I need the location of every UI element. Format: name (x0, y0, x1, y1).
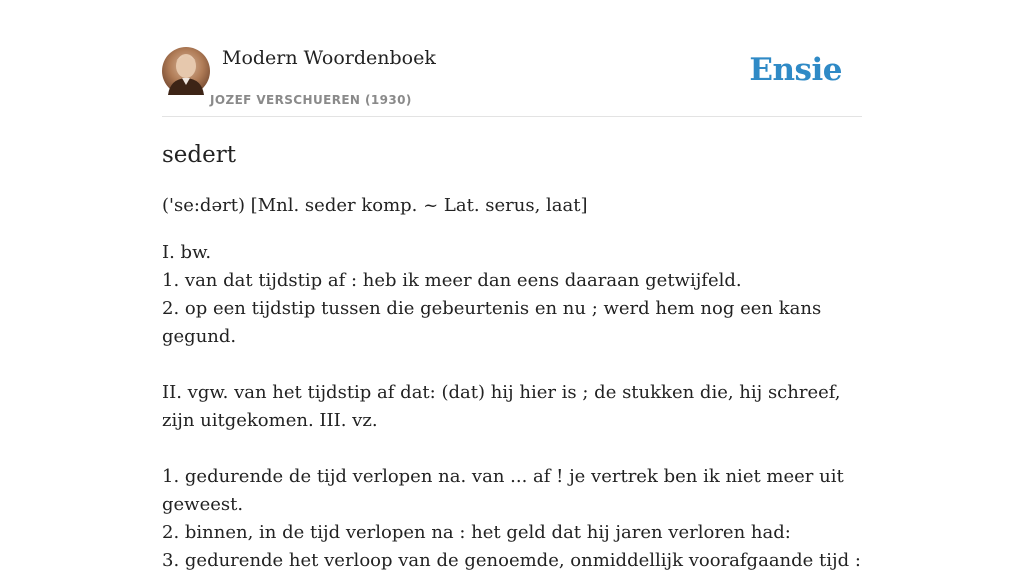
headword: sedert (162, 142, 236, 168)
definition-line: 3. gedurende het verloop van de genoemde, onmiddellijk voorafgaande tijd : (162, 550, 861, 571)
etymology: ('se:dərt) [Mnl. seder komp. ~ Lat. serus, laat] (162, 195, 588, 216)
definition-line: 1. gedurende de tijd verlopen na. van ... af ! je vertrek ben ik niet meer uit geweest. (162, 466, 844, 515)
definition-line: 1. van dat tijdstip af : heb ik meer dan eens daaraan getwijfeld. (162, 270, 742, 291)
author-name: JOZEF VERSCHUEREN (1930) (210, 93, 412, 107)
header (162, 0, 862, 117)
portrait-icon (162, 47, 210, 95)
page (162, 0, 862, 571)
definition-line: 2. op een tijdstip tussen die gebeurtenis en nu ; werd hem nog een kans gegund. (162, 298, 822, 347)
brand-logo[interactable]: Ensie (749, 52, 842, 88)
definition-paragraph: II. vgw. van het tijdstip af dat: (dat) hij hier is ; de stukken die, hij schreef, zijn uitgekomen. III. vz. (162, 382, 841, 431)
spacer (162, 435, 862, 463)
definition-body (162, 239, 862, 575)
definition-line: 2. binnen, in de tijd verlopen na : het geld dat hij jaren verloren had: (162, 522, 791, 543)
section-label: I. bw. (162, 242, 212, 263)
author-avatar[interactable] (162, 47, 210, 95)
spacer (162, 351, 862, 379)
book-title[interactable]: Modern Woordenboek (222, 47, 436, 69)
